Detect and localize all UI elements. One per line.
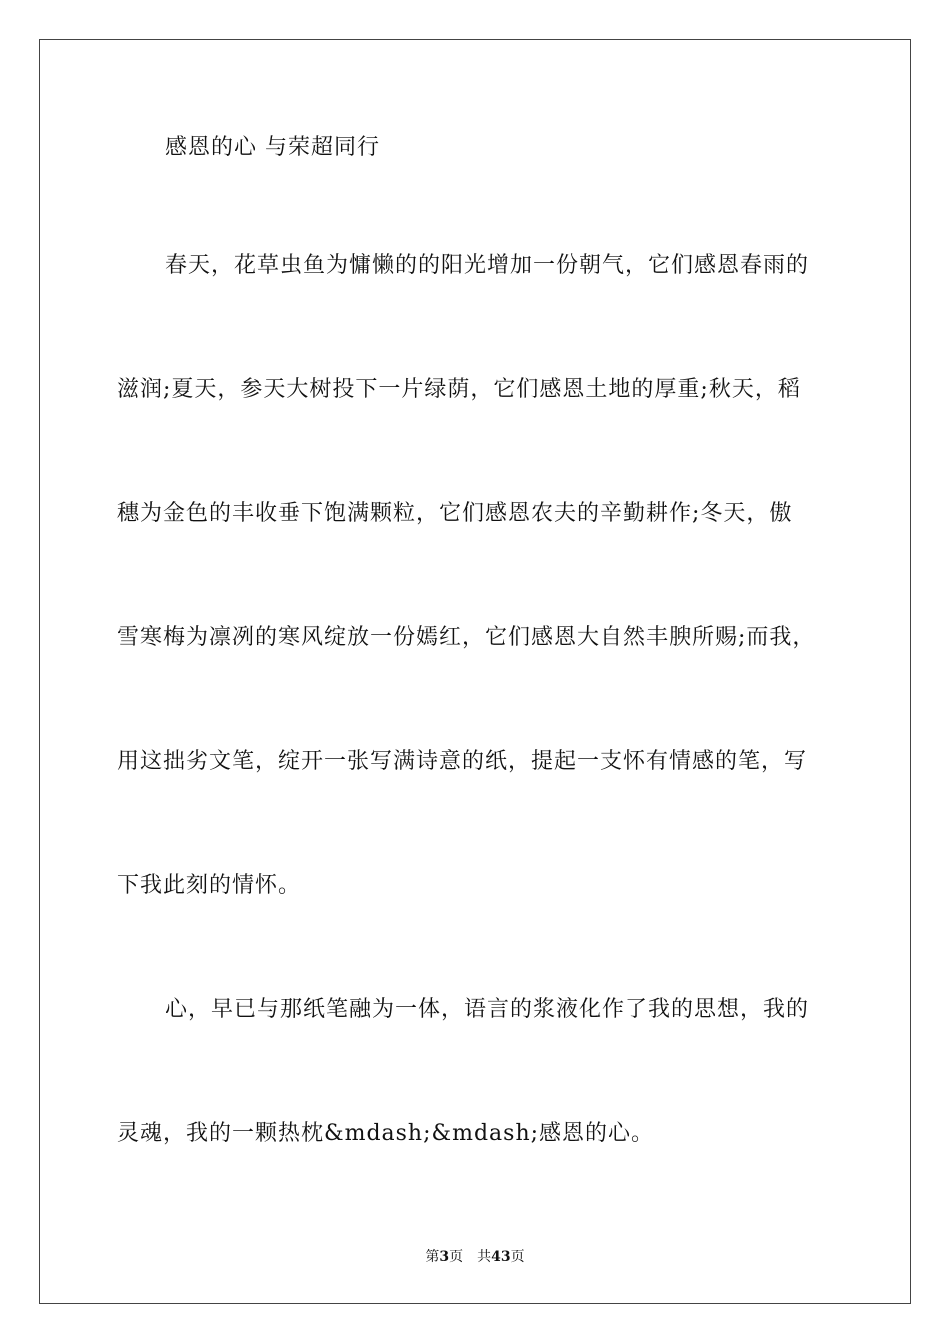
total-suffix: 页 [510,1249,525,1265]
paragraph-line: 穗为金色的丰收垂下饱满颗粒，它们感恩农夫的辛勤耕作;冬天，傲 [117,501,793,526]
total-prefix: 共 [477,1249,492,1265]
page-suffix: 页 [449,1249,464,1265]
document-title: 感恩的心 与荣超同行 [165,135,380,160]
paragraph-line: 下我此刻的情怀。 [117,873,302,898]
paragraph-line: 灵魂，我的一颗热枕&mdash;&mdash;感恩的心。 [117,1121,655,1146]
paragraph-line: 春天，花草虫鱼为慵懒的的阳光增加一份朝气，它们感恩春雨的 [165,253,810,278]
page-prefix: 第 [425,1249,440,1265]
paragraph-line: 滋润;夏天，参天大树投下一片绿荫，它们感恩土地的厚重;秋天，稻 [117,377,801,402]
page-footer [0,1247,950,1267]
total-page-number: 43 [491,1249,511,1265]
paragraph-line: 用这拙劣文笔，绽开一张写满诗意的纸，提起一支怀有情感的笔，写 [117,749,808,774]
current-page-number: 3 [439,1249,450,1265]
paragraph-line: 心，早已与那纸笔融为一体，语言的浆液化作了我的思想，我的 [165,997,810,1022]
document-body [117,128,837,1238]
paragraph-line: 雪寒梅为凛冽的寒风绽放一份嫣红，它们感恩大自然丰腴所赐;而我， [117,625,816,650]
